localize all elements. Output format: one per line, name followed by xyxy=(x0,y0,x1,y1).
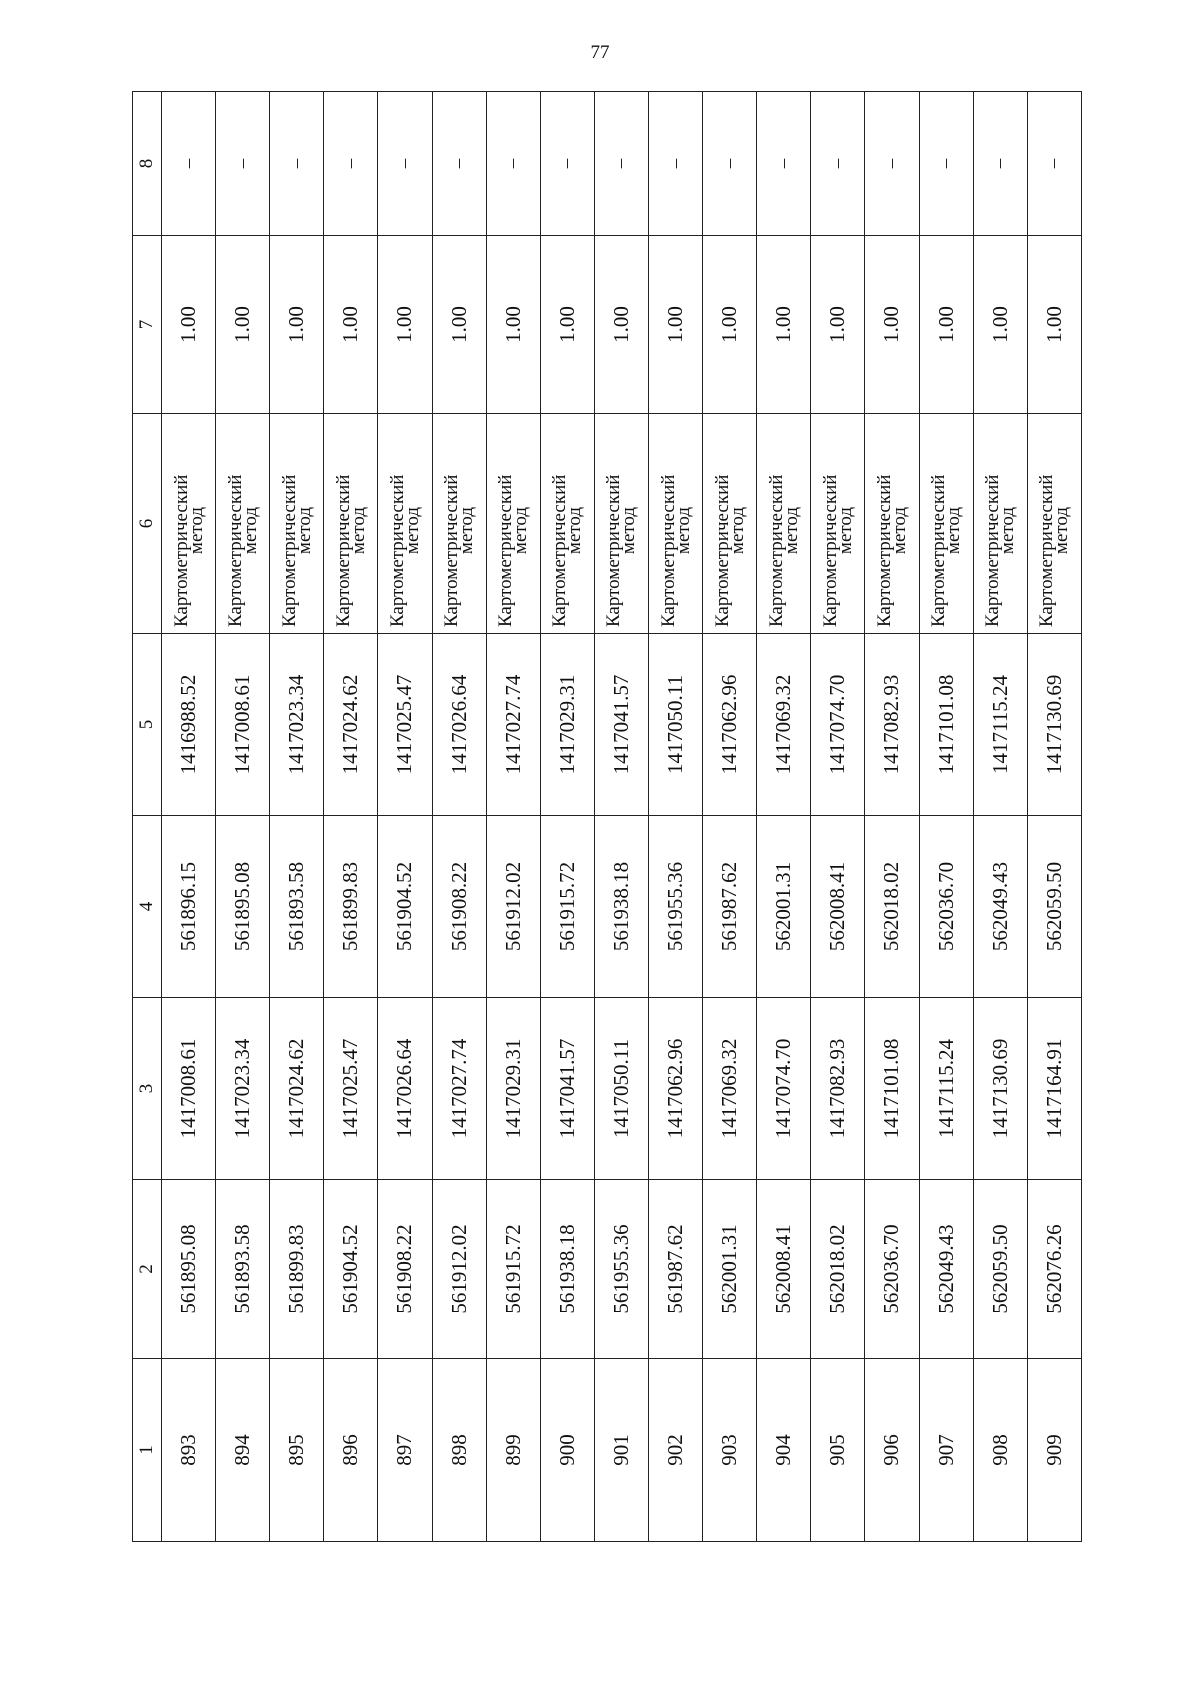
note-cell: – xyxy=(865,92,919,236)
method-line-2: метод xyxy=(834,506,856,555)
method-cell xyxy=(757,414,811,634)
start-y-cell: 1417050.11 xyxy=(594,998,648,1180)
method-line-2: метод xyxy=(1051,506,1073,555)
method-line-1: Картометрический xyxy=(386,474,408,627)
method-line-2: метод xyxy=(997,506,1019,555)
method-line-1: Картометрический xyxy=(873,474,895,627)
start-y-cell: 1417115.24 xyxy=(919,998,973,1180)
end-y-cell: 1416988.52 xyxy=(162,634,216,816)
method-cell xyxy=(594,414,648,634)
note-cell: – xyxy=(973,92,1027,236)
accuracy-cell: 1.00 xyxy=(703,236,757,414)
start-x-cell: 562036.70 xyxy=(865,1180,919,1359)
method-line-2: метод xyxy=(564,506,586,555)
point-number-cell: 907 xyxy=(919,1359,973,1542)
note-cell: – xyxy=(811,92,865,236)
note-cell: – xyxy=(162,92,216,236)
method-line-1: Картометрический xyxy=(819,474,841,627)
end-y-cell: 1417027.74 xyxy=(486,634,540,816)
accuracy-cell: 1.00 xyxy=(1027,236,1081,414)
method-line-1: Картометрический xyxy=(278,474,300,627)
end-y-cell: 1417023.34 xyxy=(270,634,324,816)
end-y-cell: 1417069.32 xyxy=(757,634,811,816)
page-number: 77 xyxy=(590,42,610,63)
method-line-2: метод xyxy=(456,506,478,555)
method-cell xyxy=(865,414,919,634)
note-cell: – xyxy=(324,92,378,236)
method-cell xyxy=(270,414,324,634)
end-y-cell: 1417008.61 xyxy=(216,634,270,816)
method-cell xyxy=(540,414,594,634)
method-cell xyxy=(973,414,1027,634)
start-x-cell: 561915.72 xyxy=(486,1180,540,1359)
column-header: 6 xyxy=(133,414,162,634)
end-x-cell: 562001.31 xyxy=(757,816,811,998)
start-x-cell: 561987.62 xyxy=(648,1180,702,1359)
method-line-1: Картометрический xyxy=(982,474,1004,627)
point-number-cell: 902 xyxy=(648,1359,702,1542)
start-x-cell: 562049.43 xyxy=(919,1180,973,1359)
start-y-cell: 1417027.74 xyxy=(432,998,486,1180)
method-line-1: Картометрический xyxy=(657,474,679,627)
point-number-cell: 895 xyxy=(270,1359,324,1542)
method-cell xyxy=(703,414,757,634)
note-cell: – xyxy=(757,92,811,236)
accuracy-cell: 1.00 xyxy=(162,236,216,414)
method-line-1: Картометрический xyxy=(441,474,463,627)
accuracy-cell: 1.00 xyxy=(919,236,973,414)
table-row xyxy=(1027,92,1081,1542)
accuracy-cell: 1.00 xyxy=(432,236,486,414)
method-line-1: Картометрический xyxy=(1036,474,1058,627)
column-header: 4 xyxy=(133,816,162,998)
table-row xyxy=(324,92,378,1542)
method-line-1: Картометрический xyxy=(711,474,733,627)
coordinates-table xyxy=(132,91,1082,1542)
point-number-cell: 905 xyxy=(811,1359,865,1542)
start-y-cell: 1417069.32 xyxy=(703,998,757,1180)
method-line-1: Картометрический xyxy=(549,474,571,627)
start-y-cell: 1417062.96 xyxy=(648,998,702,1180)
end-x-cell: 561895.08 xyxy=(216,816,270,998)
point-number-cell: 900 xyxy=(540,1359,594,1542)
accuracy-cell: 1.00 xyxy=(811,236,865,414)
table-row xyxy=(594,92,648,1542)
start-y-cell: 1417024.62 xyxy=(270,998,324,1180)
rotated-table-container xyxy=(132,92,1082,1542)
accuracy-cell: 1.00 xyxy=(540,236,594,414)
point-number-cell: 909 xyxy=(1027,1359,1081,1542)
point-number-cell: 897 xyxy=(378,1359,432,1542)
table-row xyxy=(432,92,486,1542)
method-cell xyxy=(1027,414,1081,634)
method-cell xyxy=(648,414,702,634)
start-y-cell: 1417130.69 xyxy=(973,998,1027,1180)
method-cell xyxy=(324,414,378,634)
table-row xyxy=(973,92,1027,1542)
start-x-cell: 561893.58 xyxy=(216,1180,270,1359)
column-header: 1 xyxy=(133,1359,162,1542)
column-header: 7 xyxy=(133,236,162,414)
column-header: 2 xyxy=(133,1180,162,1359)
column-header: 5 xyxy=(133,634,162,816)
start-x-cell: 562059.50 xyxy=(973,1180,1027,1359)
method-cell xyxy=(486,414,540,634)
point-number-cell: 896 xyxy=(324,1359,378,1542)
method-line-1: Картометрический xyxy=(224,474,246,627)
start-y-cell: 1417023.34 xyxy=(216,998,270,1180)
end-y-cell: 1417082.93 xyxy=(865,634,919,816)
start-y-cell: 1417008.61 xyxy=(162,998,216,1180)
start-x-cell: 561904.52 xyxy=(324,1180,378,1359)
note-cell: – xyxy=(270,92,324,236)
end-x-cell: 561987.62 xyxy=(703,816,757,998)
accuracy-cell: 1.00 xyxy=(648,236,702,414)
method-line-2: метод xyxy=(943,506,965,555)
accuracy-cell: 1.00 xyxy=(324,236,378,414)
start-y-cell: 1417029.31 xyxy=(486,998,540,1180)
end-x-cell: 561912.02 xyxy=(486,816,540,998)
start-y-cell: 1417101.08 xyxy=(865,998,919,1180)
start-x-cell: 562001.31 xyxy=(703,1180,757,1359)
note-cell: – xyxy=(1027,92,1081,236)
end-x-cell: 561896.15 xyxy=(162,816,216,998)
note-cell: – xyxy=(648,92,702,236)
end-x-cell: 561908.22 xyxy=(432,816,486,998)
method-line-1: Картометрический xyxy=(928,474,950,627)
table-row xyxy=(757,92,811,1542)
point-number-cell: 893 xyxy=(162,1359,216,1542)
end-x-cell: 562049.43 xyxy=(973,816,1027,998)
method-line-2: метод xyxy=(672,506,694,555)
method-cell xyxy=(378,414,432,634)
end-y-cell: 1417130.69 xyxy=(1027,634,1081,816)
method-line-2: метод xyxy=(185,506,207,555)
start-x-cell: 561899.83 xyxy=(270,1180,324,1359)
column-header: 3 xyxy=(133,998,162,1180)
method-line-1: Картометрический xyxy=(170,474,192,627)
note-cell: – xyxy=(919,92,973,236)
note-cell: – xyxy=(432,92,486,236)
start-x-cell: 561908.22 xyxy=(378,1180,432,1359)
accuracy-cell: 1.00 xyxy=(216,236,270,414)
table-header-row xyxy=(133,92,162,1542)
end-x-cell: 562036.70 xyxy=(919,816,973,998)
table-row xyxy=(865,92,919,1542)
point-number-cell: 894 xyxy=(216,1359,270,1542)
table-row xyxy=(703,92,757,1542)
method-cell xyxy=(432,414,486,634)
method-line-2: метод xyxy=(726,506,748,555)
method-line-2: метод xyxy=(239,506,261,555)
method-line-1: Картометрический xyxy=(603,474,625,627)
point-number-cell: 899 xyxy=(486,1359,540,1542)
point-number-cell: 906 xyxy=(865,1359,919,1542)
table-row xyxy=(162,92,216,1542)
method-cell xyxy=(162,414,216,634)
point-number-cell: 904 xyxy=(757,1359,811,1542)
accuracy-cell: 1.00 xyxy=(973,236,1027,414)
accuracy-cell: 1.00 xyxy=(378,236,432,414)
end-y-cell: 1417062.96 xyxy=(703,634,757,816)
note-cell: – xyxy=(378,92,432,236)
start-x-cell: 562008.41 xyxy=(757,1180,811,1359)
start-y-cell: 1417074.70 xyxy=(757,998,811,1180)
method-line-1: Картометрический xyxy=(765,474,787,627)
end-x-cell: 561893.58 xyxy=(270,816,324,998)
accuracy-cell: 1.00 xyxy=(270,236,324,414)
note-cell: – xyxy=(594,92,648,236)
start-x-cell: 562076.26 xyxy=(1027,1180,1081,1359)
accuracy-cell: 1.00 xyxy=(594,236,648,414)
start-x-cell: 561955.36 xyxy=(594,1180,648,1359)
accuracy-cell: 1.00 xyxy=(865,236,919,414)
method-cell xyxy=(811,414,865,634)
start-y-cell: 1417164.91 xyxy=(1027,998,1081,1180)
start-y-cell: 1417082.93 xyxy=(811,998,865,1180)
note-cell: – xyxy=(703,92,757,236)
end-x-cell: 561915.72 xyxy=(540,816,594,998)
start-y-cell: 1417041.57 xyxy=(540,998,594,1180)
point-number-cell: 903 xyxy=(703,1359,757,1542)
method-line-2: метод xyxy=(401,506,423,555)
start-x-cell: 561895.08 xyxy=(162,1180,216,1359)
start-x-cell: 561912.02 xyxy=(432,1180,486,1359)
start-y-cell: 1417026.64 xyxy=(378,998,432,1180)
point-number-cell: 908 xyxy=(973,1359,1027,1542)
end-y-cell: 1417026.64 xyxy=(432,634,486,816)
end-y-cell: 1417115.24 xyxy=(973,634,1027,816)
table-row xyxy=(270,92,324,1542)
table-row xyxy=(919,92,973,1542)
start-x-cell: 561938.18 xyxy=(540,1180,594,1359)
end-x-cell: 561955.36 xyxy=(648,816,702,998)
start-x-cell: 562018.02 xyxy=(811,1180,865,1359)
end-y-cell: 1417074.70 xyxy=(811,634,865,816)
method-line-1: Картометрический xyxy=(332,474,354,627)
method-line-2: метод xyxy=(510,506,532,555)
end-y-cell: 1417025.47 xyxy=(378,634,432,816)
end-y-cell: 1417101.08 xyxy=(919,634,973,816)
column-header: 8 xyxy=(133,92,162,236)
table-row xyxy=(648,92,702,1542)
table-row xyxy=(216,92,270,1542)
method-line-2: метод xyxy=(780,506,802,555)
note-cell: – xyxy=(216,92,270,236)
end-y-cell: 1417041.57 xyxy=(594,634,648,816)
method-line-2: метод xyxy=(888,506,910,555)
method-line-2: метод xyxy=(618,506,640,555)
method-line-2: метод xyxy=(293,506,315,555)
end-x-cell: 561899.83 xyxy=(324,816,378,998)
end-x-cell: 561904.52 xyxy=(378,816,432,998)
method-line-2: метод xyxy=(347,506,369,555)
end-x-cell: 562008.41 xyxy=(811,816,865,998)
start-y-cell: 1417025.47 xyxy=(324,998,378,1180)
note-cell: – xyxy=(486,92,540,236)
method-line-1: Картометрический xyxy=(495,474,517,627)
point-number-cell: 901 xyxy=(594,1359,648,1542)
table-row xyxy=(811,92,865,1542)
end-y-cell: 1417029.31 xyxy=(540,634,594,816)
end-x-cell: 561938.18 xyxy=(594,816,648,998)
end-y-cell: 1417050.11 xyxy=(648,634,702,816)
note-cell: – xyxy=(540,92,594,236)
table-body xyxy=(162,92,1082,1542)
table-row xyxy=(540,92,594,1542)
point-number-cell: 898 xyxy=(432,1359,486,1542)
method-cell xyxy=(216,414,270,634)
method-cell xyxy=(919,414,973,634)
end-x-cell: 562018.02 xyxy=(865,816,919,998)
accuracy-cell: 1.00 xyxy=(757,236,811,414)
table-row xyxy=(486,92,540,1542)
accuracy-cell: 1.00 xyxy=(486,236,540,414)
table-row xyxy=(378,92,432,1542)
end-x-cell: 562059.50 xyxy=(1027,816,1081,998)
end-y-cell: 1417024.62 xyxy=(324,634,378,816)
